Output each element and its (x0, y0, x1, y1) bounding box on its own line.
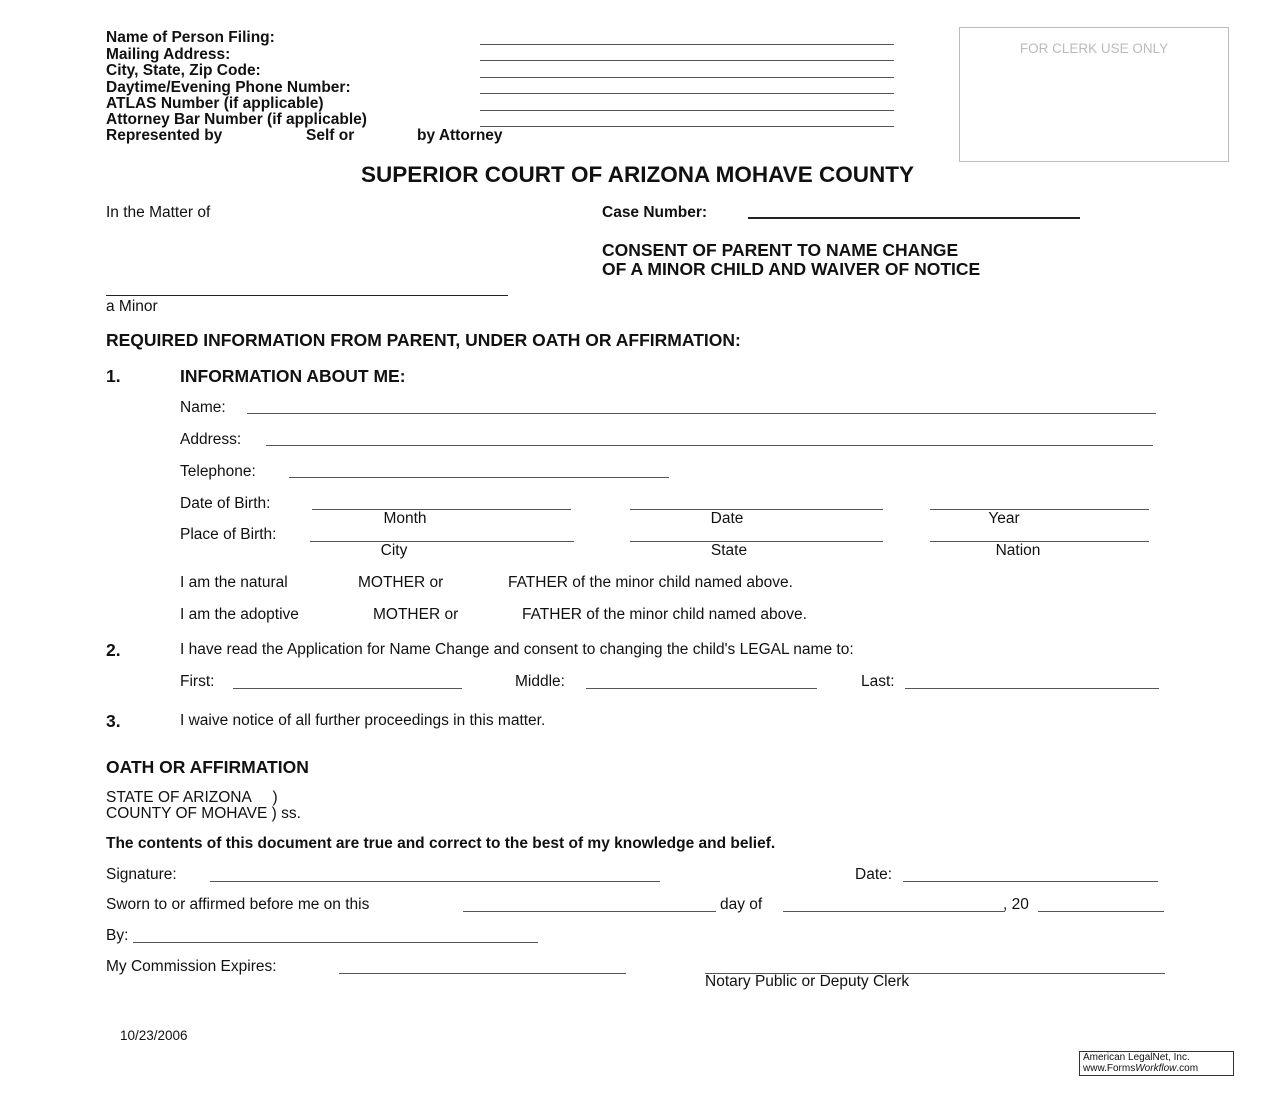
sworn-prefix: Sworn to or affirmed before me on this (106, 896, 370, 913)
address-label: Address: (180, 431, 242, 448)
commission-expires-field[interactable] (339, 973, 626, 974)
represented-attorney-option[interactable]: by Attorney (417, 127, 503, 144)
court-title: SUPERIOR COURT OF ARIZONA MOHAVE COUNTY (361, 162, 914, 187)
pob-state-caption: State (710, 542, 748, 559)
parent-telephone-field[interactable] (289, 477, 669, 478)
sworn-month-field[interactable] (783, 911, 1005, 912)
phone-number-label: Daytime/Evening Phone Number: (106, 79, 351, 96)
pob-nation-caption: Nation (995, 542, 1041, 559)
section-1-heading: INFORMATION ABOUT ME: (180, 366, 406, 386)
dob-date-caption: Date (710, 510, 744, 527)
atlas-number-label: ATLAS Number (if applicable) (106, 95, 324, 112)
telephone-label: Telephone: (180, 463, 256, 480)
new-middle-name-field[interactable] (586, 688, 817, 689)
phone-number-field[interactable] (480, 93, 894, 94)
middle-name-label: Middle: (515, 673, 565, 690)
by-label: By: (106, 927, 129, 944)
place-of-birth-label: Place of Birth: (180, 526, 277, 543)
city-state-zip-field[interactable] (480, 77, 894, 78)
publisher-url-part-b: Workflow (1135, 1063, 1177, 1074)
mailing-address-label: Mailing Address: (106, 46, 231, 63)
publisher-name: American LegalNet, Inc. (1083, 1052, 1190, 1063)
signature-field[interactable] (210, 881, 660, 882)
case-number-label: Case Number: (602, 204, 708, 221)
clerk-use-label: FOR CLERK USE ONLY (1019, 41, 1169, 56)
minor-name-field[interactable] (106, 295, 508, 296)
state-of-arizona-line: STATE OF ARIZONA ) (106, 789, 278, 806)
in-the-matter-of-label: In the Matter of (106, 204, 211, 221)
notary-caption: Notary Public or Deputy Clerk (705, 973, 910, 990)
name-label: Name: (180, 399, 226, 416)
section-2-text: I have read the Application for Name Change and consent to changing the child's LEGAL name to: (180, 641, 854, 658)
first-name-label: First: (180, 673, 215, 690)
pob-city-caption: City (380, 542, 408, 559)
adoptive-father-option[interactable]: FATHER of the minor child named above. (522, 606, 807, 623)
a-minor-label: a Minor (106, 298, 158, 315)
section-3-number: 3. (106, 711, 121, 731)
commission-expires-label: My Commission Expires: (106, 958, 277, 975)
by-field[interactable] (133, 942, 538, 943)
case-number-field[interactable] (748, 217, 1080, 219)
mailing-address-field[interactable] (480, 60, 894, 61)
filer-name-label: Name of Person Filing: (106, 29, 275, 46)
sworn-year-field[interactable] (1038, 911, 1164, 912)
oath-heading: OATH OR AFFIRMATION (106, 757, 309, 777)
represented-by-label: Represented by (106, 127, 223, 144)
document-title-line1: CONSENT OF PARENT TO NAME CHANGE (602, 240, 959, 260)
document-title-line2: OF A MINOR CHILD AND WAIVER OF NOTICE (602, 259, 981, 279)
natural-parent-label: I am the natural (180, 574, 288, 591)
attorney-bar-number-field[interactable] (480, 126, 894, 127)
signature-date-field[interactable] (903, 881, 1158, 882)
year-prefix: , 20 (1003, 896, 1029, 913)
oath-statement: The contents of this document are true and correct to the best of my knowledge and belief. (106, 835, 776, 852)
adoptive-parent-label: I am the adoptive (180, 606, 299, 623)
adoptive-mother-option[interactable]: MOTHER or (373, 606, 459, 623)
publisher-url-part-c: .com (1176, 1063, 1199, 1074)
county-of-mohave-line: COUNTY OF MOHAVE ) ss. (106, 805, 301, 822)
new-last-name-field[interactable] (905, 688, 1159, 689)
section-3-text: I waive notice of all further proceedings in this matter. (180, 712, 546, 729)
parent-name-field[interactable] (247, 413, 1156, 414)
parent-address-field[interactable] (266, 445, 1153, 446)
form-date: 10/23/2006 (120, 1028, 188, 1043)
dob-month-caption: Month (383, 510, 427, 527)
publisher-url-part-a: www.Forms (1083, 1063, 1136, 1074)
publisher-url (1083, 1063, 1233, 1074)
day-of-label: day of (720, 896, 763, 913)
required-info-heading: REQUIRED INFORMATION FROM PARENT, UNDER OATH OR AFFIRMATION: (106, 330, 741, 350)
section-1-number: 1. (106, 366, 121, 386)
new-first-name-field[interactable] (233, 688, 462, 689)
clerk-use-box (959, 27, 1229, 162)
last-name-label: Last: (861, 673, 895, 690)
dob-year-caption: Year (988, 510, 1020, 527)
date-of-birth-label: Date of Birth: (180, 495, 271, 512)
represented-self-option[interactable]: Self or (306, 127, 355, 144)
attorney-bar-number-label: Attorney Bar Number (if applicable) (106, 111, 367, 128)
publisher-badge (1079, 1051, 1234, 1076)
natural-father-option[interactable]: FATHER of the minor child named above. (508, 574, 793, 591)
natural-mother-option[interactable]: MOTHER or (358, 574, 444, 591)
sworn-day-field[interactable] (463, 911, 716, 912)
filer-name-field[interactable] (480, 44, 894, 45)
section-2-number: 2. (106, 640, 121, 660)
date-label: Date: (855, 866, 893, 883)
city-state-zip-label: City, State, Zip Code: (106, 62, 261, 79)
signature-label: Signature: (106, 866, 177, 883)
atlas-number-field[interactable] (480, 110, 894, 111)
